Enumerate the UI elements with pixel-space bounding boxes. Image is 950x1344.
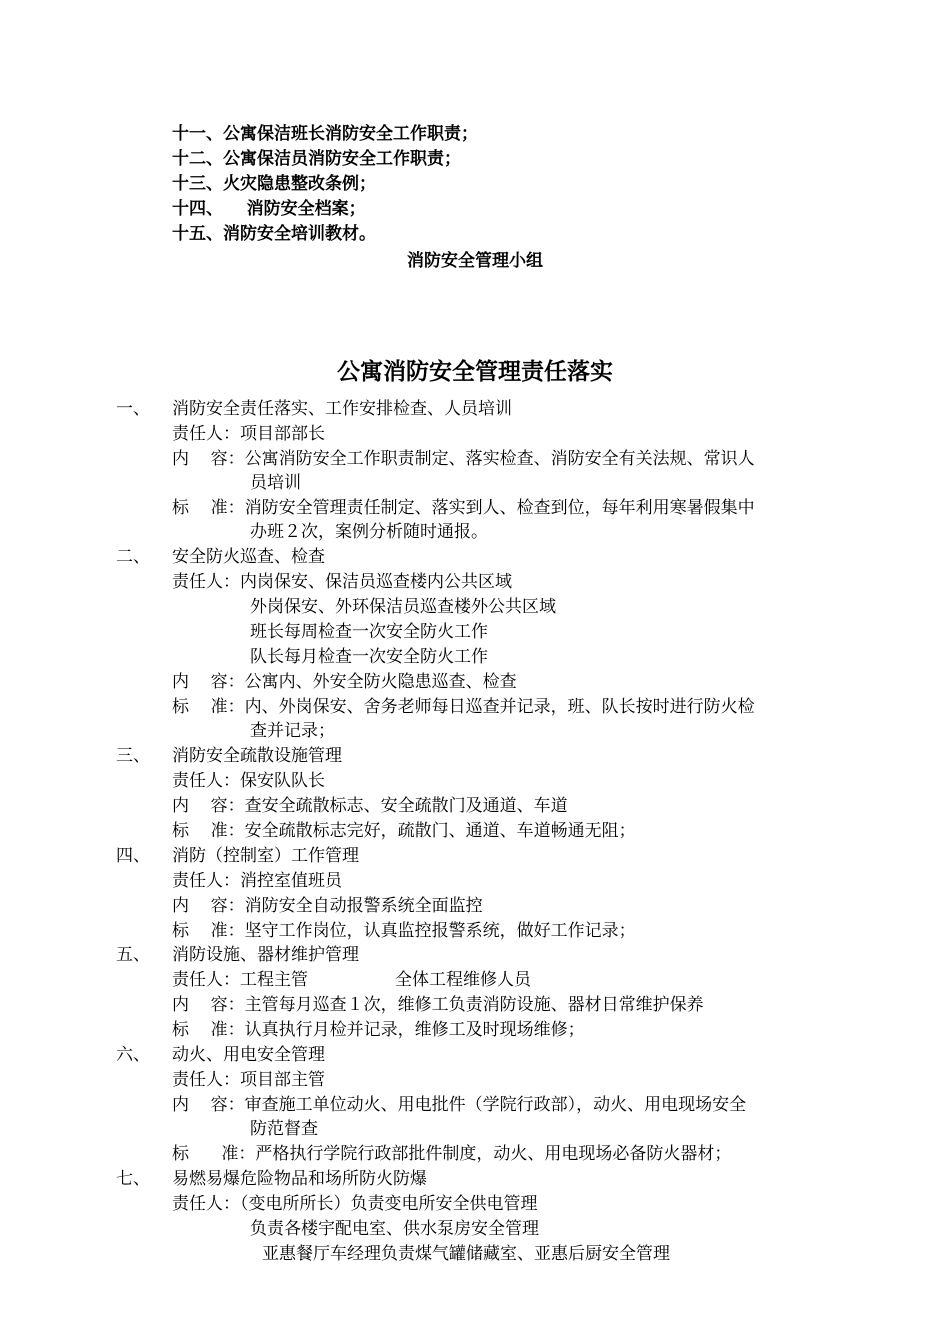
section-heading: 消防（控制室）工作管理: [172, 846, 359, 866]
section-number: 四、: [116, 846, 150, 866]
section-heading: 消防设施、器材维护管理: [172, 945, 359, 965]
index-item: 十四、 消防安全档案；: [172, 199, 366, 219]
standard-line: 标 准：安全疏散标志完好，疏散门、通道、车道畅通无阻；: [172, 821, 636, 841]
section-heading: 安全防火巡查、检查: [172, 547, 325, 567]
index-item: 十五、消防安全培训教材。: [172, 224, 376, 244]
responsible-line: 队长每月检查一次安全防火工作: [250, 647, 488, 667]
responsible-line: 班长每周检查一次安全防火工作: [250, 622, 488, 642]
standard-line: 办班２次，案例分析随时通报。: [250, 522, 488, 542]
responsible-line: 责任人：保安队队长: [172, 771, 325, 791]
standard-line: 标 准：消防安全管理责任制定、落实到人、检查到位，每年利用寒暑假集中: [172, 498, 755, 518]
index-item: 十三、火灾隐患整改条例；: [172, 174, 376, 194]
section-number: 一、: [116, 399, 150, 419]
section-number: 五、: [116, 945, 150, 965]
section-number: 六、: [116, 1045, 150, 1065]
content-line: 内 容：审查施工单位动火、用电批件（学院行政部），动火、用电现场安全: [172, 1095, 747, 1115]
content-line: 内 容：查安全疏散标志、安全疏散门及通道、车道: [172, 796, 568, 816]
content-line: 内 容：主管每月巡查１次，维修工负责消防设施、器材日常维护保养: [172, 995, 704, 1015]
responsible-line: 责任人：内岗保安、保洁员巡查楼内公共区域: [172, 572, 512, 592]
standard-line: 查并记录；: [250, 721, 335, 741]
responsible-line: 责任人：项目部主管: [172, 1070, 325, 1090]
section-number: 七、: [116, 1169, 150, 1189]
section-heading: 消防安全责任落实、工作安排检查、人员培训: [172, 399, 512, 419]
responsible-line: 全体工程维修人员: [395, 970, 531, 990]
content-line: 内 容：消防安全自动报警系统全面监控: [172, 896, 483, 916]
section-heading: 易燃易爆危险物品和场所防火防爆: [172, 1169, 427, 1189]
section-number: 二、: [116, 547, 150, 567]
responsible-line: 外岗保安、外环保洁员巡查楼外公共区域: [250, 597, 556, 617]
standard-line: 标 准：坚守工作岗位，认真监控报警系统，做好工作记录；: [172, 921, 636, 941]
signature: 消防安全管理小组: [407, 251, 543, 271]
index-item: 十一、公寓保洁班长消防安全工作职责；: [172, 124, 478, 144]
standard-line: 标 准：内、外岗保安、舍务老师每日巡查并记录，班、队长按时进行防火检: [172, 697, 755, 717]
responsible-line: 责任人：项目部部长: [172, 424, 325, 444]
index-item: 十二、公寓保洁员消防安全工作职责；: [172, 149, 461, 169]
responsible-line: 责任人：消控室值班员: [172, 871, 342, 891]
content-line: 员培训: [250, 473, 301, 493]
responsible-line: 责任人：（变电所所长）负责变电所安全供电管理: [172, 1194, 538, 1214]
document-title: 公寓消防安全管理责任落实: [337, 359, 613, 385]
standard-line: 标 准：严格执行学院行政部批件制度，动火、用电现场必备防火器材；: [172, 1144, 732, 1164]
responsible-line: 负责各楼宇配电室、供水泵房安全管理: [250, 1219, 539, 1239]
content-line: 防范督查: [250, 1119, 318, 1139]
standard-line: 标 准：认真执行月检并记录，维修工及时现场维修；: [172, 1020, 585, 1040]
section-number: 三、: [116, 746, 150, 766]
section-heading: 消防安全疏散设施管理: [172, 746, 342, 766]
responsible-line: 责任人：工程主管: [172, 970, 308, 990]
content-line: 内 容：公寓内、外安全防火隐患巡查、检查: [172, 672, 517, 692]
content-line: 内 容：公寓消防安全工作职责制定、落实检查、消防安全有关法规、常识人: [172, 449, 755, 469]
responsible-line: 亚惠餐厅车经理负责煤气罐储藏室、亚惠后厨安全管理: [262, 1244, 670, 1264]
section-heading: 动火、用电安全管理: [172, 1045, 325, 1065]
